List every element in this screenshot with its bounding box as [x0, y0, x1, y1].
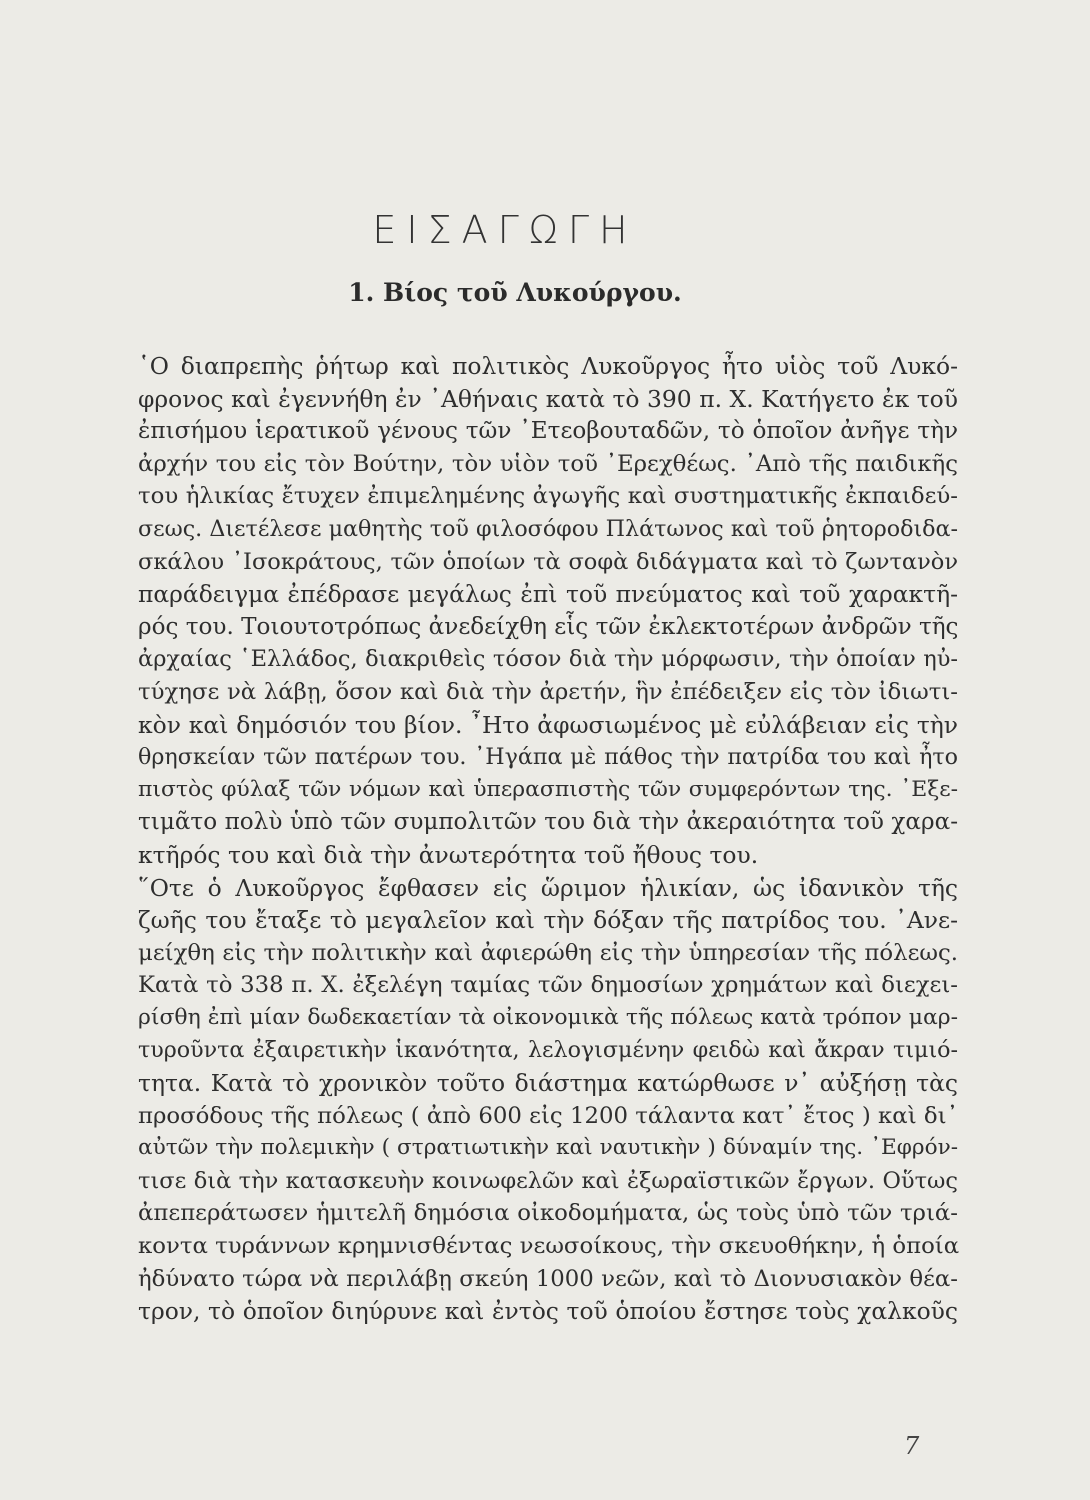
text-line: αὐτῶν τὴν πολεμικὴν ( στρατιωτικὴν καὶ ναυτικὴν ) δύναμίν της. ᾿Εφρόν-	[138, 1135, 958, 1161]
text-line: προσόδους τῆς πόλεως ( ἀπὸ 600 εἰς 1200 τάλαντα κατ᾿ ἔτος ) καὶ δι᾿	[138, 1102, 958, 1129]
section-heading: 1. Βίος τοῦ Λυκούργου.	[348, 278, 682, 307]
text-line: ρίσθη ἐπὶ μίαν δωδεκαετίαν τὰ οἰκονομικὰ τῆς πόλεως κατὰ τρόπον μαρ-	[138, 1004, 958, 1030]
text-line: ἀπεπεράτωσεν ἡμιτελῆ δημόσια οἰκοδομήματα, ὡς τοὺς ὑπὸ τῶν τριά-	[138, 1200, 958, 1227]
text-line: ἐπισήμου ἱερατικοῦ γένους τῶν ᾿Ετεοβουταδῶν, τὸ ὁποῖον ἀνῆγε τὴν	[138, 418, 958, 445]
page-number: 7	[904, 1432, 920, 1460]
text-line: τητα. Κατὰ τὸ χρονικὸν τοῦτο διάστημα κατώρθωσε ν᾿ αὐξήσῃ τὰς	[138, 1069, 958, 1098]
text-line: του ἡλικίας ἔτυχεν ἐπιμελημένης ἀγωγῆς καὶ συστηματικῆς ἐκπαιδεύ-	[138, 483, 958, 510]
text-line: παράδειγμα ἐπέδρασε μεγάλως ἐπὶ τοῦ πνεύματος καὶ τοῦ χαρακτῆ-	[138, 580, 958, 609]
text-line: πιστὸς φύλαξ τῶν νόμων καὶ ὑπερασπιστὴς τῶν συμφερόντων της. ᾿Εξε-	[138, 776, 958, 802]
text-line: κὸν καὶ δημόσιόν του βίον. ῏Ητο ἀφωσιωμένος μὲ εὐλάβειαν εἰς τὴν	[138, 710, 958, 739]
text-line: σεως. Διετέλεσε μαθητὴς τοῦ φιλοσόφου Πλάτωνος καὶ τοῦ ῥητοροδιδα-	[138, 515, 958, 542]
text-line: ρός του. Τοιουτοτρόπως ἀνεδείχθη εἷς τῶν ἐκλεκτοτέρων ἀνδρῶν τῆς	[138, 613, 959, 640]
text-line: φρονος καὶ ἐγεννήθη ἐν ᾿Αθήναις κατὰ τὸ 390 π. Χ. Κατήγετο ἐκ τοῦ	[138, 384, 958, 413]
text-line: ἀρχήν του εἰς τὸν Βούτην, τὸν υἱὸν τοῦ ᾿Ερεχθέως. ᾿Απὸ τῆς παιδικῆς	[138, 450, 958, 477]
text-line: θρησκείαν τῶν πατέρων του. ᾿Ηγάπα μὲ πάθος τὴν πατρίδα του καὶ ἦτο	[138, 744, 958, 771]
text-line: τισε διὰ τὴν κατασκευὴν κοινωφελῶν καὶ ἐξωραϊστικῶν ἔργων. Οὕτως	[138, 1167, 958, 1194]
text-line: κτῆρός του καὶ διὰ τὴν ἀνωτερότητα τοῦ ἤθους του.	[138, 840, 759, 869]
text-line: ῞Οτε ὁ Λυκοῦργος ἔφθασεν εἰς ὥριμον ἡλικίαν, ὡς ἰδανικὸν τῆς	[138, 873, 958, 902]
text-line: τυροῦντα ἐξαιρετικὴν ἱκανότητα, λελογισμένην φειδὼ καὶ ἄκραν τιμιό-	[138, 1037, 958, 1064]
text-line: κοντα τυράννων κρημνισθέντας νεωσοίκους, τὴν σκευοθήκην, ἡ ὁποία	[138, 1233, 960, 1260]
body-text	[138, 350, 958, 1328]
text-line: τρον, τὸ ὁποῖον διηύρυνε καὶ ἐντὸς τοῦ ὁποίου ἔστησε τοὺς χαλκοῦς	[138, 1297, 958, 1326]
text-line: τιμᾶτο πολὺ ὑπὸ τῶν συμπολιτῶν του διὰ τὴν ἀκεραιότητα τοῦ χαρα-	[138, 809, 958, 836]
chapter-title: ΕΙΣΑΓΩΓΗ	[372, 208, 638, 252]
text-line: Κατὰ τὸ 338 π. Χ. ἐξελέγη ταμίας τῶν δημοσίων χρημάτων καὶ διεχει-	[138, 972, 958, 999]
text-line: ῾Ο διαπρεπὴς ῥήτωρ καὶ πολιτικὸς Λυκοῦργος ἦτο υἱὸς τοῦ Λυκό-	[138, 352, 958, 380]
text-line: μείχθη εἰς τὴν πολιτικὴν καὶ ἀφιερώθη εἰς τὴν ὑπηρεσίαν τῆς πόλεως.	[138, 939, 958, 966]
text-line: ἠδύνατο τώρα νὰ περιλάβῃ σκεύη 1000 νεῶν, καὶ τὸ Διονυσιακὸν θέα-	[138, 1265, 958, 1292]
text-line: ἀρχαίας ῾Ελλάδος, διακριθεὶς τόσον διὰ τὴν μόρφωσιν, τὴν ὁποίαν ηὐ-	[138, 646, 958, 673]
text-line: τύχησε νὰ λάβῃ, ὅσον καὶ διὰ τὴν ἀρετήν, ἣν ἐπέδειξεν εἰς τὸν ἰδιωτι-	[138, 678, 958, 705]
text-line: σκάλου ᾿Ισοκράτους, τῶν ὁποίων τὰ σοφὰ διδάγματα καὶ τὸ ζωντανὸν	[138, 548, 958, 575]
text-line: ζωῆς του ἔταξε τὸ μεγαλεῖον καὶ τὴν δόξαν τῆς πατρίδος του. ᾿Ανε-	[138, 906, 958, 935]
